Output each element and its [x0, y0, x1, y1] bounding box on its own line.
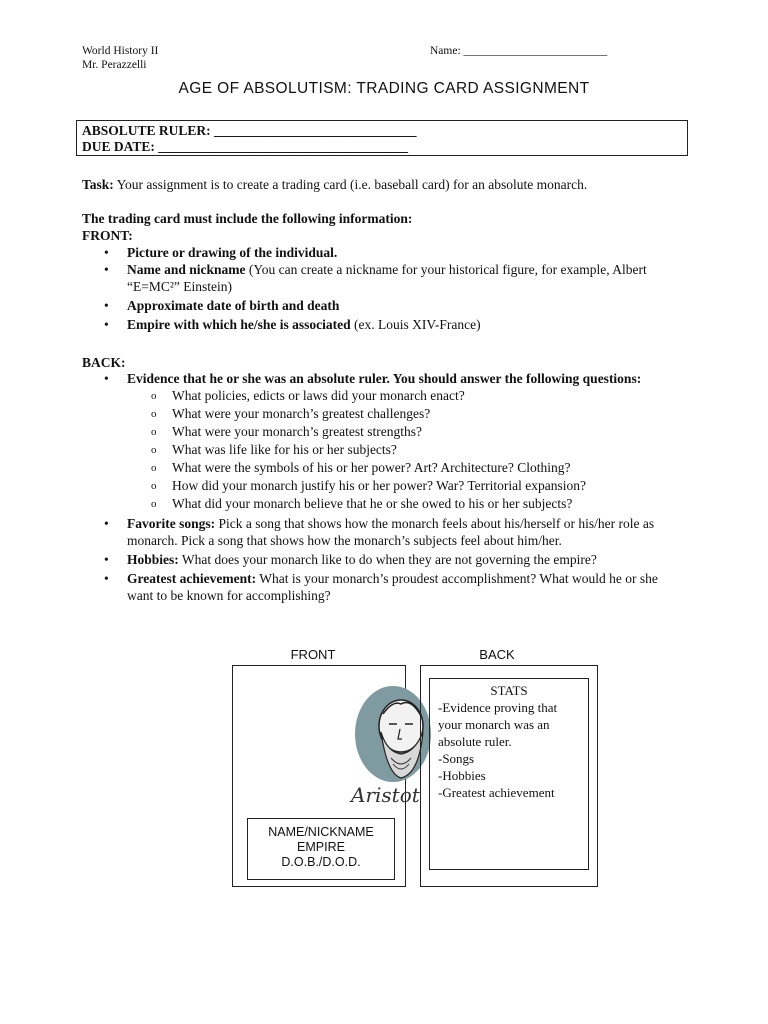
course-header	[82, 44, 158, 72]
stats-achievement: -Greatest achievement	[438, 785, 555, 800]
front-heading: FRONT:	[82, 228, 133, 243]
back-section	[82, 354, 682, 604]
name-info-box	[247, 818, 395, 880]
question-item: o How did your monarch justify his or her power? War? Territorial expansion?	[82, 477, 682, 495]
item-text: Pick a song that shows how the monarch feels about his/herself or his/her role as monarch. Pick a song that shows how the monarch’s subjects feel about him/her.	[127, 516, 655, 548]
ruler-info-box	[76, 120, 688, 156]
back-heading: BACK:	[82, 355, 126, 370]
item-bold: Greatest achievement:	[127, 571, 257, 586]
requirements-heading: The trading card must include the following information:	[82, 211, 413, 226]
page-title: AGE OF ABSOLUTISM: TRADING CARD ASSIGNMENT	[178, 80, 590, 97]
list-item	[82, 244, 682, 261]
stats-box	[429, 678, 589, 870]
list-item	[82, 316, 682, 333]
front-section	[82, 210, 682, 333]
stats-hobbies: -Hobbies	[438, 768, 486, 783]
course-name: World History II	[82, 45, 159, 57]
task-label: Task:	[82, 177, 114, 192]
question-list	[82, 387, 682, 513]
list-item	[82, 551, 682, 568]
list-item	[82, 297, 682, 314]
item-bold: Favorite songs:	[127, 516, 216, 531]
back-card-diagram	[420, 665, 598, 887]
dob-dod-label: D.O.B./D.O.D.	[281, 855, 361, 869]
empire-label: EMPIRE	[297, 840, 345, 854]
task-text: Your assignment is to create a trading card (i.e. baseball card) for an absolute monarch.	[113, 177, 588, 192]
item-text: What is your monarch’s proudest accomplishment? What would he or she want to be known for accomplishing?	[127, 571, 658, 603]
portrait-caption: Aristot	[351, 783, 420, 804]
question-item: o What policies, edicts or laws did your monarch enact?	[82, 387, 682, 405]
task-paragraph	[82, 176, 682, 193]
question-item: o What were your monarch’s greatest challenges?	[82, 405, 682, 423]
question-item: o What were the symbols of his or her power? Art? Architecture? Clothing?	[82, 459, 682, 477]
item-bold: Hobbies:	[127, 552, 179, 567]
front-card-diagram	[232, 665, 420, 887]
list-item	[82, 515, 682, 549]
due-date-field: DUE DATE: _____________________________________	[82, 139, 409, 154]
absolute-ruler-field: ABSOLUTE RULER: ______________________________	[82, 123, 417, 138]
front-list	[82, 244, 682, 333]
front-card-label: FRONT	[290, 647, 336, 662]
item-text: (You can create a nickname for your historical figure, for example, Albert “E=MC²” Einstein)	[127, 262, 647, 294]
question-item: o What did your monarch believe that he or she owed to his or her subjects?	[82, 495, 682, 513]
student-name-field: Name: _________________________	[430, 45, 608, 57]
name-nickname-label: NAME/NICKNAME	[268, 825, 374, 839]
item-bold: Empire with which he/she is associated	[127, 317, 351, 332]
back-list	[82, 371, 682, 604]
list-item	[82, 261, 682, 295]
stats-heading: STATS	[490, 683, 528, 698]
back-card-label: BACK	[479, 647, 515, 662]
item-bold: Name and nickname	[127, 262, 246, 277]
item-text: (ex. Louis XIV-France)	[350, 317, 481, 332]
teacher-name: Mr. Perazzelli	[82, 59, 147, 71]
list-item	[82, 570, 682, 604]
list-item	[82, 371, 682, 513]
question-item: o What were your monarch’s greatest strengths?	[82, 423, 682, 441]
question-item: o What was life like for his or her subjects?	[82, 441, 682, 459]
stats-songs: -Songs	[438, 751, 475, 766]
item-text: What does your monarch like to do when they are not governing the empire?	[178, 552, 597, 567]
item-bold: Picture or drawing of the individual.	[127, 245, 338, 260]
stats-evidence: -Evidence proving that your monarch was an absolute ruler.	[438, 700, 558, 749]
evidence-text: Evidence that he or she was an absolute ruler. You should answer the following questions:	[127, 371, 642, 386]
item-bold: Approximate date of birth and death	[127, 298, 340, 313]
